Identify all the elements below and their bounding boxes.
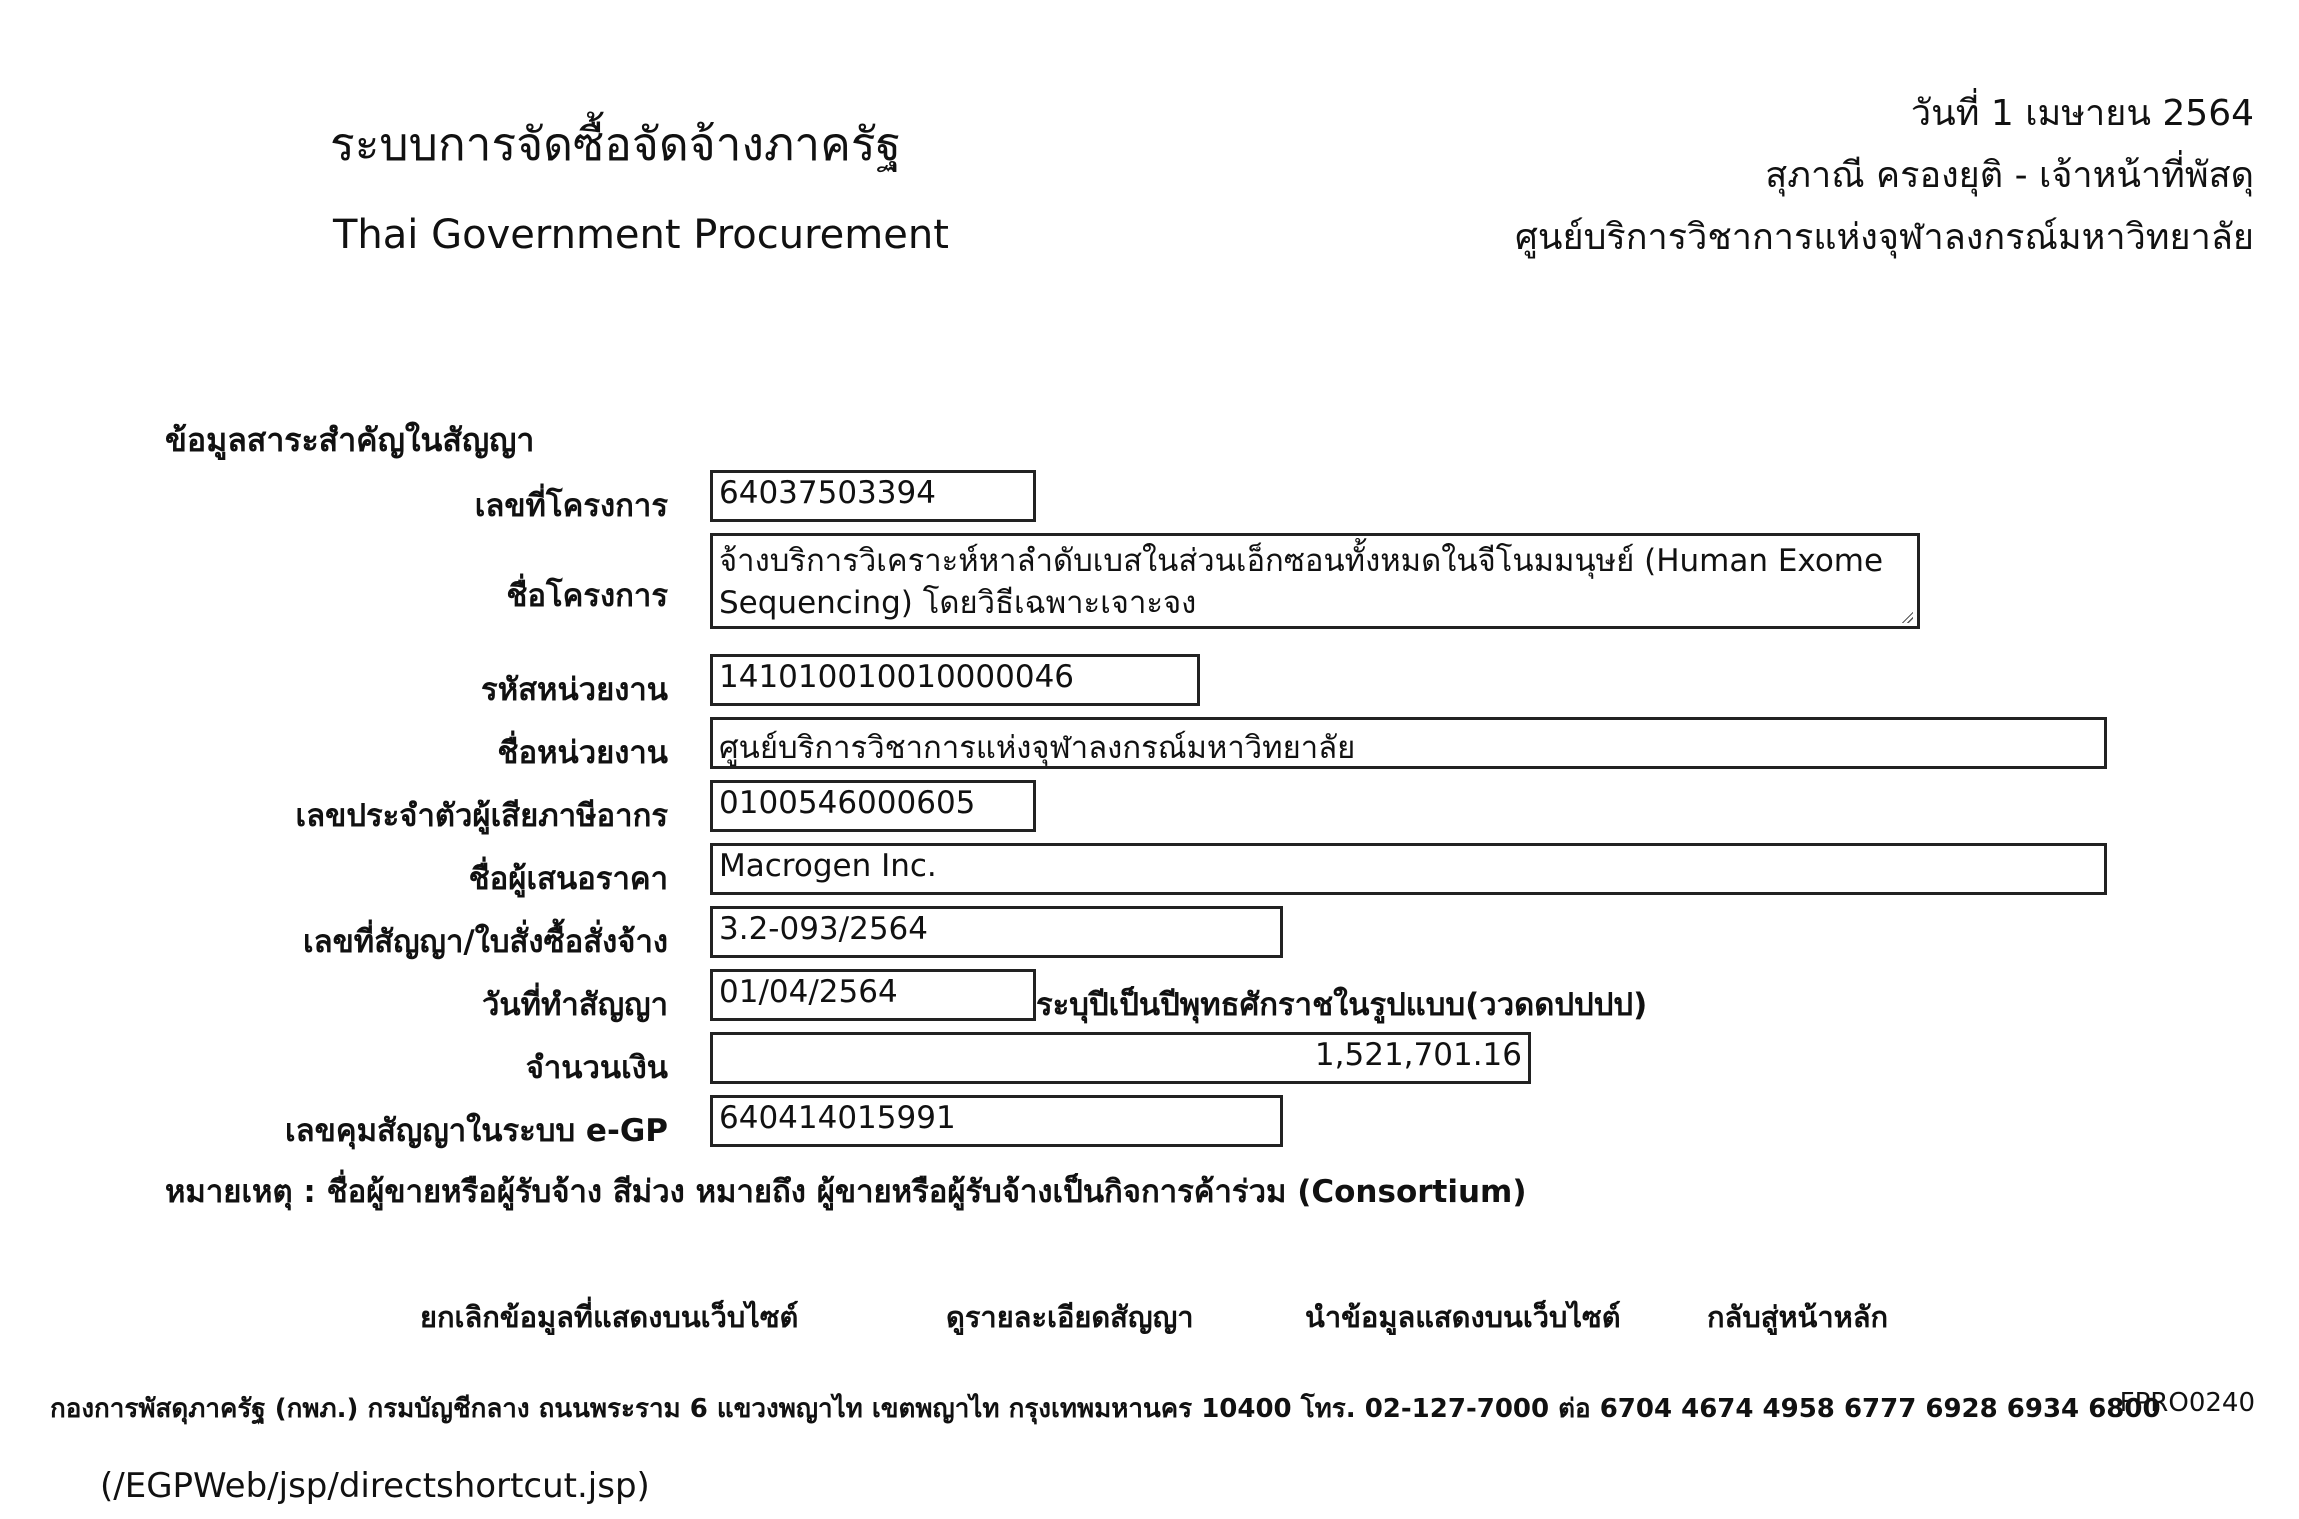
consortium-note bbox=[165, 1166, 1527, 1216]
project-name-label: ชื่อโครงการ bbox=[506, 578, 668, 614]
bidder-label: ชื่อผู้เสนอราคา bbox=[468, 861, 668, 897]
dept-code-label: รหัสหน่วยงาน bbox=[481, 672, 668, 708]
page-path: (/EGPWeb/jsp/directshortcut.jsp) bbox=[100, 1466, 650, 1506]
contract-date-field[interactable]: 01/04/2564 bbox=[710, 969, 1036, 1021]
project-name-value: จ้างบริการวิเคราะห์หาลำดับเบสในส่วนเอ็กซอนทั้งหมดในจีโนมมนุษย์ (Human Exome Sequencing) โดยวิธีเฉพาะเจาะจง bbox=[719, 543, 1884, 621]
footer-address: กองการพัสดุภาครัฐ (กพภ.) กรมบัญชีกลาง ถนนพระราม 6 แขวงพญาไท เขตพญาไท กรุงเทพมหานคร 10400 โทร. 02-127-7000 ต่อ 6704 4674 4958 6777 6928 6934 6800 bbox=[50, 1394, 2161, 1424]
note-highlight: สีม่วง bbox=[612, 1174, 685, 1210]
form-code: FPRO0240 bbox=[2119, 1388, 2255, 1418]
egp-no-field[interactable]: 640414015991 bbox=[710, 1095, 1283, 1147]
contract-date-label: วันที่ทำสัญญา bbox=[481, 987, 668, 1023]
project-no-field[interactable]: 64037503394 bbox=[710, 470, 1036, 522]
header-user: สุภาณี ครองยุติ - เจ้าหน้าที่พัสดุ bbox=[1765, 155, 2254, 196]
note-suffix: หมายถึง ผู้ขายหรือผู้รับจ้างเป็นกิจการค้าร่วม (Consortium) bbox=[695, 1174, 1527, 1210]
header-date: วันที่ 1 เมษายน 2564 bbox=[1910, 93, 2254, 134]
textarea-resize-handle[interactable] bbox=[1899, 609, 1913, 623]
dept-code-field[interactable]: 141010010010000046 bbox=[710, 654, 1200, 706]
amount-label: จำนวนเงิน bbox=[525, 1050, 668, 1086]
egp-no-label: เลขคุมสัญญาในระบบ e-GP bbox=[285, 1113, 668, 1149]
section-title: ข้อมูลสาระสำคัญในสัญญา bbox=[165, 421, 535, 459]
dept-name-field[interactable]: ศูนย์บริการวิชาการแห่งจุฬาลงกรณ์มหาวิทยาลัย bbox=[710, 717, 2107, 769]
tax-id-label: เลขประจำตัวผู้เสียภาษีอากร bbox=[295, 798, 668, 834]
contract-no-field[interactable]: 3.2-093/2564 bbox=[710, 906, 1283, 958]
publish-website-link[interactable]: นำข้อมูลแสดงบนเว็บไซต์ bbox=[1305, 1300, 1621, 1334]
dept-name-label: ชื่อหน่วยงาน bbox=[497, 735, 668, 771]
amount-field[interactable]: 1,521,701.16 bbox=[710, 1032, 1531, 1084]
system-name-th: ระบบการจัดซื้อจัดจ้างภาครัฐ bbox=[330, 117, 901, 171]
project-name-field[interactable] bbox=[710, 533, 1920, 629]
system-name-en: Thai Government Procurement bbox=[333, 212, 949, 258]
project-no-label: เลขที่โครงการ bbox=[474, 488, 668, 524]
contract-no-label: เลขที่สัญญา/ใบสั่งซื้อสั่งจ้าง bbox=[303, 924, 668, 960]
cancel-publish-link[interactable]: ยกเลิกข้อมูลที่แสดงบนเว็บไซต์ bbox=[420, 1300, 799, 1334]
bidder-field[interactable]: Macrogen Inc. bbox=[710, 843, 2107, 895]
tax-id-field[interactable]: 0100546000605 bbox=[710, 780, 1036, 832]
back-home-link[interactable]: กลับสู่หน้าหลัก bbox=[1707, 1300, 1889, 1334]
note-prefix: หมายเหตุ : ชื่อผู้ขายหรือผู้รับจ้าง bbox=[165, 1174, 603, 1210]
header-agency: ศูนย์บริการวิชาการแห่งจุฬาลงกรณ์มหาวิทยาลัย bbox=[1515, 217, 2254, 258]
view-contract-detail-link[interactable]: ดูรายละเอียดสัญญา bbox=[946, 1300, 1194, 1334]
contract-date-hint: ระบุปีเป็นปีพุทธศักราชในรูปแบบ(ววดดปปปป) bbox=[1036, 987, 1648, 1023]
